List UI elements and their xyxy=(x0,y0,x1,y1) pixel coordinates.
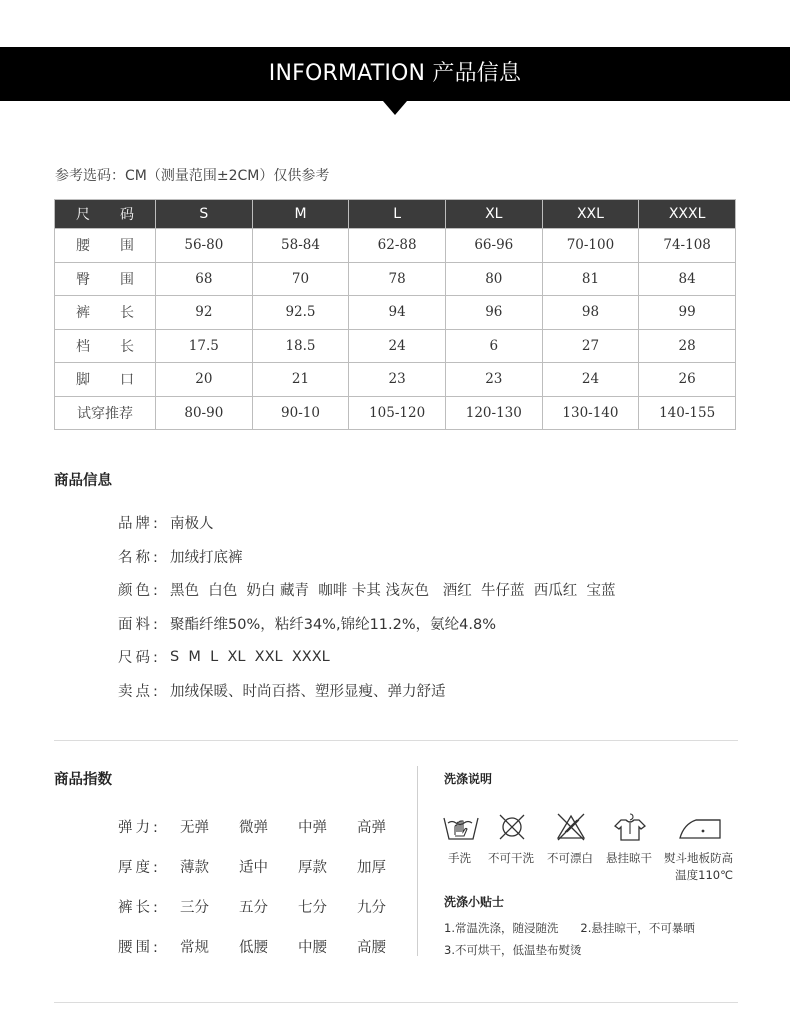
wash-label-hand-wash: 手洗 xyxy=(448,851,471,865)
table-cell: 140-155 xyxy=(639,396,736,430)
index-option: 七分 xyxy=(298,899,327,916)
hand-wash-icon xyxy=(442,812,480,842)
table-cell: 78 xyxy=(349,262,446,296)
product-index-list xyxy=(118,806,416,966)
banner-title: INFORMATION 产品信息 xyxy=(268,61,522,86)
wash-label-iron-line1: 熨斗地板防高 xyxy=(664,851,733,865)
info-value: 聚酯纤维50%，粘纤34%,锦纶11.2%，氨纶4.8% xyxy=(170,616,496,633)
no-dry-clean-icon xyxy=(498,812,526,842)
index-label: 裤长: xyxy=(118,899,161,916)
size-table xyxy=(54,199,736,430)
table-cell: 80-90 xyxy=(156,396,253,430)
table-cell: 26 xyxy=(639,363,736,397)
table-cell: 28 xyxy=(639,329,736,363)
index-label: 弹力: xyxy=(118,819,161,836)
info-value: 加绒打底裤 xyxy=(170,549,243,566)
wash-label-iron xyxy=(664,850,733,884)
index-label: 腰围: xyxy=(118,939,161,956)
row-label: 腰围 xyxy=(55,229,156,263)
section-divider xyxy=(54,740,738,741)
table-cell: 70 xyxy=(252,262,349,296)
index-option: 常规 xyxy=(180,939,209,956)
table-cell: 81 xyxy=(542,262,639,296)
table-cell: 98 xyxy=(542,296,639,330)
table-cell: 84 xyxy=(639,262,736,296)
table-cell: 24 xyxy=(542,363,639,397)
size-header: L xyxy=(349,200,446,229)
info-value: 黑色 白色 奶白 藏青 咖啡 卡其 浅灰色 酒红 牛仔蓝 西瓜红 宝蓝 xyxy=(170,583,616,600)
index-option: 中腰 xyxy=(298,939,327,956)
table-cell: 24 xyxy=(349,329,446,363)
table-cell: 17.5 xyxy=(156,329,253,363)
info-row-color xyxy=(118,573,615,607)
bottom-divider xyxy=(54,1002,738,1003)
table-cell: 23 xyxy=(445,363,542,397)
index-option: 厚款 xyxy=(298,859,327,876)
table-cell: 18.5 xyxy=(252,329,349,363)
table-cell: 92.5 xyxy=(252,296,349,330)
table-cell: 96 xyxy=(445,296,542,330)
wash-label-hang-dry: 悬挂晾干 xyxy=(606,851,652,865)
index-row-length xyxy=(118,886,416,926)
info-row-name xyxy=(118,540,615,574)
table-cell: 94 xyxy=(349,296,446,330)
header-banner xyxy=(0,47,790,101)
table-row xyxy=(55,296,736,330)
row-label: 档长 xyxy=(55,329,156,363)
index-row-elasticity xyxy=(118,806,416,846)
table-cell: 27 xyxy=(542,329,639,363)
index-option: 三分 xyxy=(180,899,209,916)
size-note: 参考选码：CM（测量范围±2CM）仅供参考 xyxy=(55,168,330,184)
index-option: 无弹 xyxy=(180,819,209,836)
table-cell: 70-100 xyxy=(542,229,639,263)
index-row-waist xyxy=(118,926,416,966)
size-corner-header: 尺码 xyxy=(55,200,156,229)
table-cell: 21 xyxy=(252,363,349,397)
info-value: 加绒保暖、时尚百搭、塑形显瘦、弹力舒适 xyxy=(170,683,446,700)
hang-dry-icon xyxy=(613,812,647,842)
info-row-selling-points xyxy=(118,674,615,708)
info-label: 颜色: xyxy=(118,583,161,600)
wash-tips-title: 洗涤小贴士 xyxy=(444,895,505,909)
table-row xyxy=(55,229,736,263)
table-cell: 105-120 xyxy=(349,396,446,430)
table-row xyxy=(55,396,736,430)
info-value: S M L XL XXL XXXL xyxy=(170,648,330,665)
wash-tip-line: 1.常温洗涤，随浸随洗 2.悬挂晾干，不可暴晒 xyxy=(444,921,695,935)
wash-icons xyxy=(440,812,740,844)
index-option: 薄款 xyxy=(180,859,209,876)
table-cell: 90-10 xyxy=(252,396,349,430)
product-index-title: 商品指数 xyxy=(54,772,112,788)
iron-icon xyxy=(676,812,724,842)
vertical-divider xyxy=(417,766,418,956)
size-header: XL xyxy=(445,200,542,229)
table-cell: 6 xyxy=(445,329,542,363)
row-label: 脚口 xyxy=(55,363,156,397)
row-label: 试穿推荐 xyxy=(55,396,156,430)
index-option: 加厚 xyxy=(357,859,386,876)
info-label: 品牌: xyxy=(118,516,161,533)
banner-notch xyxy=(383,101,407,115)
row-label: 臀围 xyxy=(55,262,156,296)
index-option: 适中 xyxy=(239,859,268,876)
info-label: 面料: xyxy=(118,616,161,633)
size-header: XXL xyxy=(542,200,639,229)
table-cell: 130-140 xyxy=(542,396,639,430)
wash-label-no-bleach: 不可漂白 xyxy=(547,851,593,865)
table-cell: 74-108 xyxy=(639,229,736,263)
table-cell: 56-80 xyxy=(156,229,253,263)
size-header-row xyxy=(55,200,736,229)
info-row-size xyxy=(118,640,615,674)
table-cell: 20 xyxy=(156,363,253,397)
table-row xyxy=(55,262,736,296)
product-info-list xyxy=(118,506,615,707)
info-row-material xyxy=(118,607,615,641)
info-value: 南极人 xyxy=(170,516,214,533)
row-label: 裤长 xyxy=(55,296,156,330)
index-option: 九分 xyxy=(357,899,386,916)
table-cell: 92 xyxy=(156,296,253,330)
index-option: 低腰 xyxy=(239,939,268,956)
table-cell: 58-84 xyxy=(252,229,349,263)
info-row-brand xyxy=(118,506,615,540)
index-option: 微弹 xyxy=(239,819,268,836)
table-row xyxy=(55,329,736,363)
index-option: 高腰 xyxy=(357,939,386,956)
info-label: 名称: xyxy=(118,549,161,566)
wash-label-no-dry-clean: 不可干洗 xyxy=(488,851,534,865)
index-row-thickness xyxy=(118,846,416,886)
table-cell: 68 xyxy=(156,262,253,296)
index-label: 厚度: xyxy=(118,859,161,876)
no-bleach-icon xyxy=(555,812,587,842)
info-label: 卖点: xyxy=(118,683,161,700)
table-cell: 99 xyxy=(639,296,736,330)
table-cell: 80 xyxy=(445,262,542,296)
table-cell: 66-96 xyxy=(445,229,542,263)
index-option: 高弹 xyxy=(357,819,386,836)
wash-label-iron-line2: 温度110℃ xyxy=(675,868,733,882)
wash-tip-line: 3.不可烘干，低温垫布熨烫 xyxy=(444,943,582,957)
table-cell: 120-130 xyxy=(445,396,542,430)
table-cell: 62-88 xyxy=(349,229,446,263)
size-header: M xyxy=(252,200,349,229)
wash-title: 洗涤说明 xyxy=(444,772,493,786)
info-label: 尺码: xyxy=(118,650,161,667)
product-info-title: 商品信息 xyxy=(54,473,112,489)
index-option: 中弹 xyxy=(298,819,327,836)
table-cell: 23 xyxy=(349,363,446,397)
table-row xyxy=(55,363,736,397)
size-header: XXXL xyxy=(639,200,736,229)
size-header: S xyxy=(156,200,253,229)
index-option: 五分 xyxy=(239,899,268,916)
